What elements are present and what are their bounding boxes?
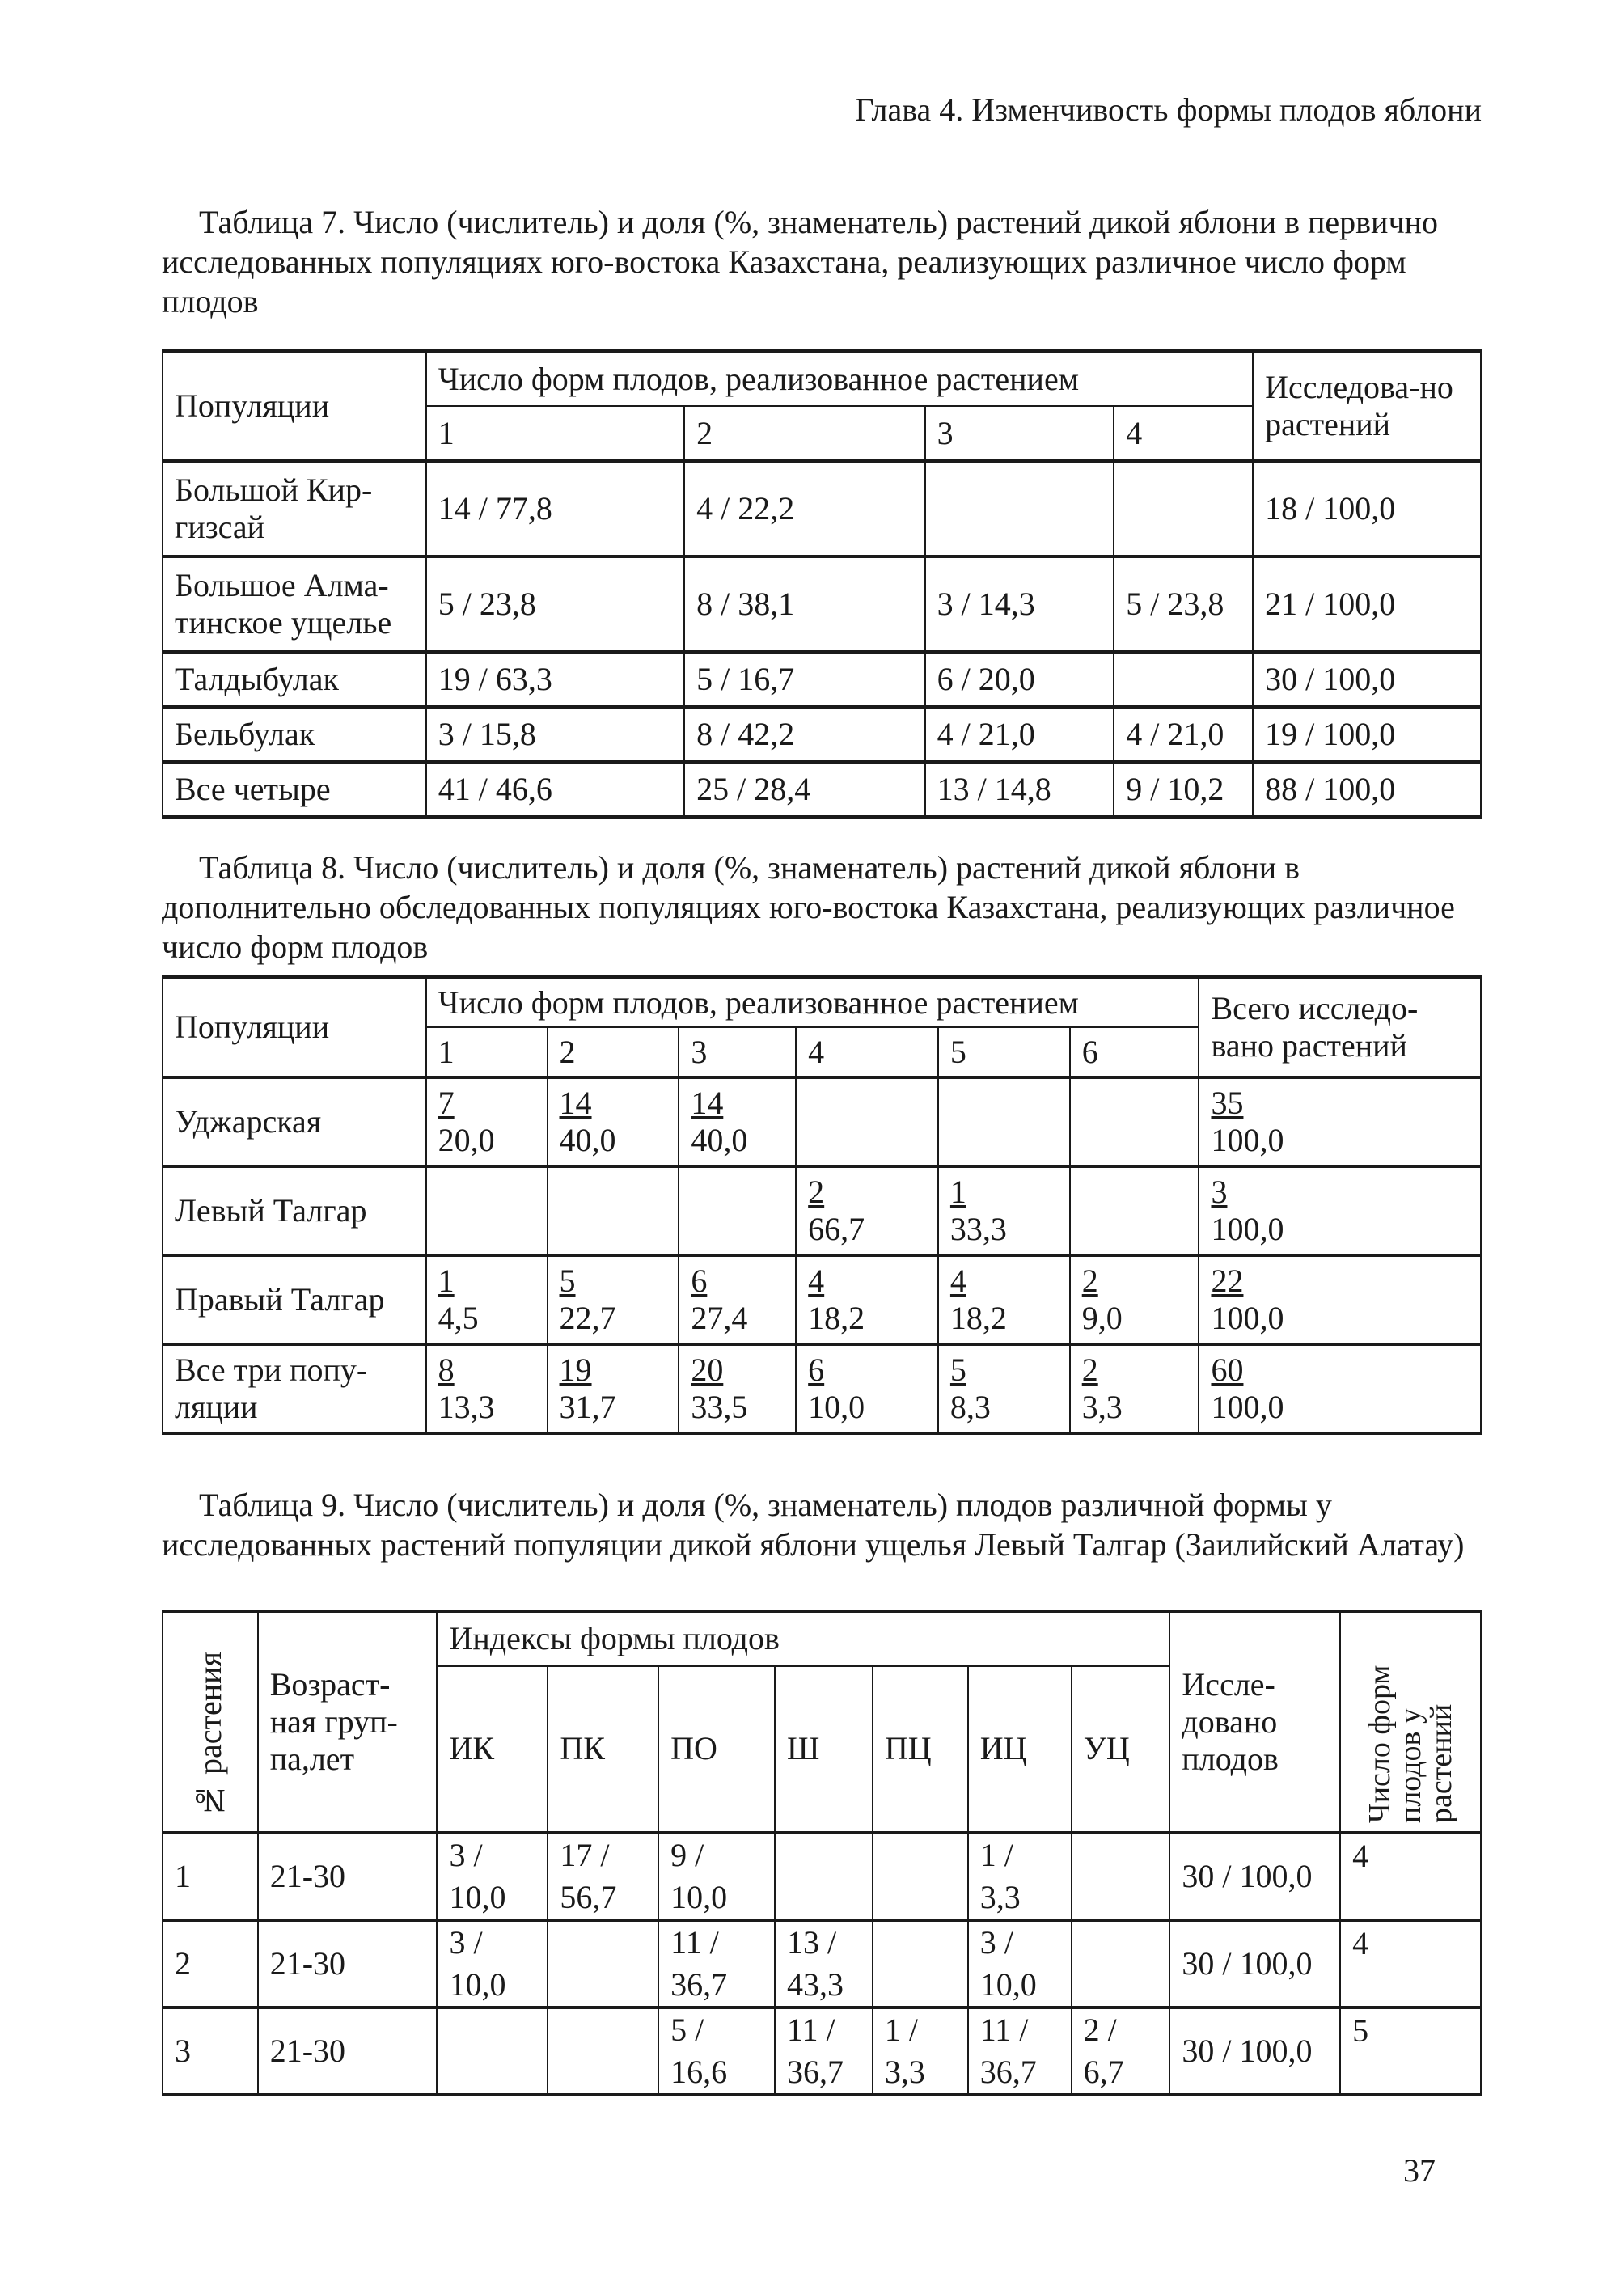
plant-number: 3 xyxy=(163,2007,258,2095)
total-cell xyxy=(1199,1255,1481,1344)
table-row xyxy=(163,1255,1481,1344)
col-header: 2 xyxy=(684,406,924,461)
col-header-total: Исследова-но растений xyxy=(1253,351,1481,461)
numerator: 2 xyxy=(1081,1263,1098,1299)
data-cell: 1 / 3,3 xyxy=(968,1833,1072,1920)
age-group: 21-30 xyxy=(258,2007,438,2095)
studied-cell: 30 / 100,0 xyxy=(1169,2007,1340,2095)
numerator: 5 xyxy=(949,1352,966,1388)
denominator: 66,7 xyxy=(808,1211,865,1247)
total-cell: 19 / 100,0 xyxy=(1253,707,1481,762)
col-header: 5 xyxy=(938,1027,1070,1077)
total-cell: 30 / 100,0 xyxy=(1253,652,1481,707)
data-cell: 9 / 10,2 xyxy=(1114,762,1253,817)
data-cell: 14 / 77,8 xyxy=(426,461,684,556)
population-name: Уджарская xyxy=(163,1077,426,1166)
denominator: 40,0 xyxy=(691,1122,748,1158)
forms-count-cell: 4 xyxy=(1340,1833,1481,1920)
table-row xyxy=(163,762,1481,817)
data-cell: 17 / 56,7 xyxy=(548,1833,658,1920)
denominator: 4,5 xyxy=(438,1300,479,1336)
numerator: 22 xyxy=(1211,1263,1244,1299)
population-name: Все четыре xyxy=(163,762,426,817)
denominator: 3,3 xyxy=(1081,1389,1123,1425)
denominator: 33,3 xyxy=(949,1211,1007,1247)
numerator: 1 xyxy=(438,1263,455,1299)
data-cell: 11 / 36,7 xyxy=(775,2007,873,2095)
numerator: 4 xyxy=(808,1263,825,1299)
data-cell: 41 / 46,6 xyxy=(426,762,684,817)
total-cell xyxy=(1199,1344,1481,1433)
total-cell xyxy=(1199,1077,1481,1166)
data-cell: 8 / 38,1 xyxy=(684,556,924,652)
data-cell xyxy=(426,1255,548,1344)
data-cell xyxy=(1070,1166,1199,1255)
total-cell: 88 / 100,0 xyxy=(1253,762,1481,817)
data-cell: 5 / 23,8 xyxy=(1114,556,1253,652)
data-cell: 4 / 21,0 xyxy=(925,707,1114,762)
data-cell: 4 / 21,0 xyxy=(1114,707,1253,762)
denominator: 100,0 xyxy=(1211,1122,1284,1158)
numerator: 3 xyxy=(1211,1174,1228,1210)
data-cell: 6 / 20,0 xyxy=(925,652,1114,707)
data-cell xyxy=(548,1077,679,1166)
data-cell xyxy=(796,1255,938,1344)
data-cell xyxy=(679,1344,796,1433)
numerator: 35 xyxy=(1211,1085,1244,1121)
col-group-header: Число форм плодов, реализованное растением xyxy=(426,351,1253,406)
col-header: 3 xyxy=(925,406,1114,461)
data-cell: 5 / 16,7 xyxy=(684,652,924,707)
data-cell xyxy=(938,1166,1070,1255)
col-header-studied: Иссле-довано плодов xyxy=(1169,1611,1340,1833)
age-group: 21-30 xyxy=(258,1833,438,1920)
table-row xyxy=(163,2007,1481,2095)
data-cell: 3 / 10,0 xyxy=(437,1920,548,2007)
population-name: Большое Алма-тинское ущелье xyxy=(163,556,426,652)
table-row xyxy=(163,1077,1481,1166)
total-cell: 21 / 100,0 xyxy=(1253,556,1481,652)
numerator: 6 xyxy=(691,1263,708,1299)
studied-cell: 30 / 100,0 xyxy=(1169,1833,1340,1920)
numerator: 2 xyxy=(1081,1352,1098,1388)
population-name: Левый Талгар xyxy=(163,1166,426,1255)
numerator: 8 xyxy=(438,1352,455,1388)
data-cell xyxy=(1072,1920,1170,2007)
data-cell xyxy=(1070,1077,1199,1166)
numerator: 14 xyxy=(559,1085,592,1121)
data-cell: 11 / 36,7 xyxy=(968,2007,1072,2095)
col-header-pk: ПК xyxy=(548,1666,658,1833)
numerator: 19 xyxy=(559,1352,592,1388)
data-cell: 5 / 23,8 xyxy=(426,556,684,652)
col-group-header: Индексы формы плодов xyxy=(437,1611,1169,1666)
denominator: 18,2 xyxy=(808,1300,865,1336)
table8-caption: Таблица 8. Число (числитель) и доля (%, знаменатель) растений дикой яблони в дополнительно обследованных популяциях юго-востока Казахстана, реализующих различное число форм плодов xyxy=(162,849,1455,965)
data-cell xyxy=(437,2007,548,2095)
data-cell xyxy=(873,1833,968,1920)
numerator: 4 xyxy=(949,1263,966,1299)
data-cell xyxy=(775,1833,873,1920)
data-cell xyxy=(548,1920,658,2007)
data-cell: 13 / 43,3 xyxy=(775,1920,873,2007)
table7 xyxy=(162,349,1482,819)
col-header-po: ПО xyxy=(658,1666,775,1833)
col-group-header: Число форм плодов, реализованное растением xyxy=(426,977,1199,1027)
numerator: 7 xyxy=(438,1085,455,1121)
plant-number: 2 xyxy=(163,1920,258,2007)
total-cell: 18 / 100,0 xyxy=(1253,461,1481,556)
numerator: 60 xyxy=(1211,1352,1244,1388)
data-cell xyxy=(679,1255,796,1344)
data-cell: 3 / 14,3 xyxy=(925,556,1114,652)
denominator: 33,5 xyxy=(691,1389,748,1425)
studied-cell: 30 / 100,0 xyxy=(1169,1920,1340,2007)
col-header: 6 xyxy=(1070,1027,1199,1077)
data-cell xyxy=(1114,652,1253,707)
numerator: 1 xyxy=(949,1174,966,1210)
col-header-uts: УЦ xyxy=(1072,1666,1170,1833)
data-cell xyxy=(796,1344,938,1433)
col-header-total: Всего исследо-вано растений xyxy=(1199,977,1481,1077)
total-cell xyxy=(1199,1166,1481,1255)
denominator: 31,7 xyxy=(559,1389,616,1425)
age-group: 21-30 xyxy=(258,1920,438,2007)
data-cell xyxy=(796,1166,938,1255)
data-cell xyxy=(938,1344,1070,1433)
col-header: 1 xyxy=(426,1027,548,1077)
numerator: 20 xyxy=(691,1352,724,1388)
data-cell xyxy=(873,1920,968,2007)
denominator: 10,0 xyxy=(808,1389,865,1425)
table-row xyxy=(163,1920,1481,2007)
data-cell xyxy=(1114,461,1253,556)
data-cell: 19 / 63,3 xyxy=(426,652,684,707)
table-row xyxy=(163,1344,1481,1433)
data-cell xyxy=(548,2007,658,2095)
data-cell xyxy=(1072,1833,1170,1920)
data-cell: 8 / 42,2 xyxy=(684,707,924,762)
col-header: 1 xyxy=(426,406,684,461)
data-cell xyxy=(679,1166,796,1255)
population-name: Талдыбулак xyxy=(163,652,426,707)
data-cell: 11 / 36,7 xyxy=(658,1920,775,2007)
col-header-population: Популяции xyxy=(163,351,426,461)
col-header-population: Популяции xyxy=(163,977,426,1077)
data-cell xyxy=(548,1344,679,1433)
forms-count-cell: 4 xyxy=(1340,1920,1481,2007)
data-cell: 3 / 10,0 xyxy=(968,1920,1072,2007)
data-cell: 4 / 22,2 xyxy=(684,461,924,556)
population-name: Бельбулак xyxy=(163,707,426,762)
denominator: 8,3 xyxy=(949,1389,991,1425)
denominator: 9,0 xyxy=(1081,1300,1123,1336)
data-cell xyxy=(548,1255,679,1344)
col-header-forms-count: Число форм плодов у растений xyxy=(1340,1611,1481,1833)
col-header-plant-no: № растения xyxy=(163,1611,258,1833)
table-row xyxy=(163,1833,1481,1920)
population-name: Правый Талгар xyxy=(163,1255,426,1344)
denominator: 22,7 xyxy=(559,1300,616,1336)
col-header: 3 xyxy=(679,1027,796,1077)
numerator: 5 xyxy=(559,1263,576,1299)
table-row xyxy=(163,707,1481,762)
data-cell: 3 / 10,0 xyxy=(437,1833,548,1920)
data-cell: 3 / 15,8 xyxy=(426,707,684,762)
data-cell: 5 / 16,6 xyxy=(658,2007,775,2095)
denominator: 100,0 xyxy=(1211,1389,1284,1425)
denominator: 40,0 xyxy=(559,1122,616,1158)
table-row xyxy=(163,652,1481,707)
col-header-ik: ИК xyxy=(437,1666,548,1833)
col-header-age-group: Возраст-ная груп-па,лет xyxy=(258,1611,438,1833)
denominator: 13,3 xyxy=(438,1389,495,1425)
page-number: 37 xyxy=(1403,2152,1436,2189)
numerator: 14 xyxy=(691,1085,724,1121)
table-row xyxy=(163,556,1481,652)
col-header-its: ИЦ xyxy=(968,1666,1072,1833)
table8 xyxy=(162,975,1482,1435)
plant-number: 1 xyxy=(163,1833,258,1920)
data-cell xyxy=(679,1077,796,1166)
population-name: Большой Кир-гизсай xyxy=(163,461,426,556)
col-header: 2 xyxy=(548,1027,679,1077)
table7-caption: Таблица 7. Число (числитель) и доля (%, знаменатель) растений дикой яблони в первично исследованных популяциях юго-востока Казахстана, реализующих различное число форм плодов xyxy=(162,204,1438,319)
data-cell xyxy=(426,1344,548,1433)
denominator: 27,4 xyxy=(691,1300,748,1336)
data-cell: 25 / 28,4 xyxy=(684,762,924,817)
data-cell xyxy=(1070,1344,1199,1433)
data-cell xyxy=(426,1166,548,1255)
data-cell xyxy=(938,1255,1070,1344)
data-cell: 9 / 10,0 xyxy=(658,1833,775,1920)
col-header-pts: ПЦ xyxy=(873,1666,968,1833)
data-cell xyxy=(925,461,1114,556)
data-cell xyxy=(938,1077,1070,1166)
col-header-sh: Ш xyxy=(775,1666,873,1833)
denominator: 20,0 xyxy=(438,1122,495,1158)
denominator: 100,0 xyxy=(1211,1300,1284,1336)
table-row xyxy=(163,461,1481,556)
data-cell: 13 / 14,8 xyxy=(925,762,1114,817)
table9 xyxy=(162,1610,1482,2096)
population-name: Все три попу-ляции xyxy=(163,1344,426,1433)
running-head: Глава 4. Изменчивость формы плодов яблони xyxy=(855,91,1482,128)
data-cell xyxy=(796,1077,938,1166)
data-cell xyxy=(548,1166,679,1255)
col-header: 4 xyxy=(796,1027,938,1077)
data-cell xyxy=(1070,1255,1199,1344)
data-cell: 2 / 6,7 xyxy=(1072,2007,1170,2095)
data-cell xyxy=(426,1077,548,1166)
table-row xyxy=(163,1166,1481,1255)
data-cell: 1 / 3,3 xyxy=(873,2007,968,2095)
col-header: 4 xyxy=(1114,406,1253,461)
table9-caption: Таблица 9. Число (числитель) и доля (%, знаменатель) плодов различной формы у исследованных растений популяции дикой яблони ущелья Левый Талгар (Заилийский Алатау) xyxy=(162,1487,1465,1563)
denominator: 18,2 xyxy=(949,1300,1007,1336)
numerator: 6 xyxy=(808,1352,825,1388)
numerator: 2 xyxy=(808,1174,825,1210)
forms-count-cell: 5 xyxy=(1340,2007,1481,2095)
denominator: 100,0 xyxy=(1211,1211,1284,1247)
